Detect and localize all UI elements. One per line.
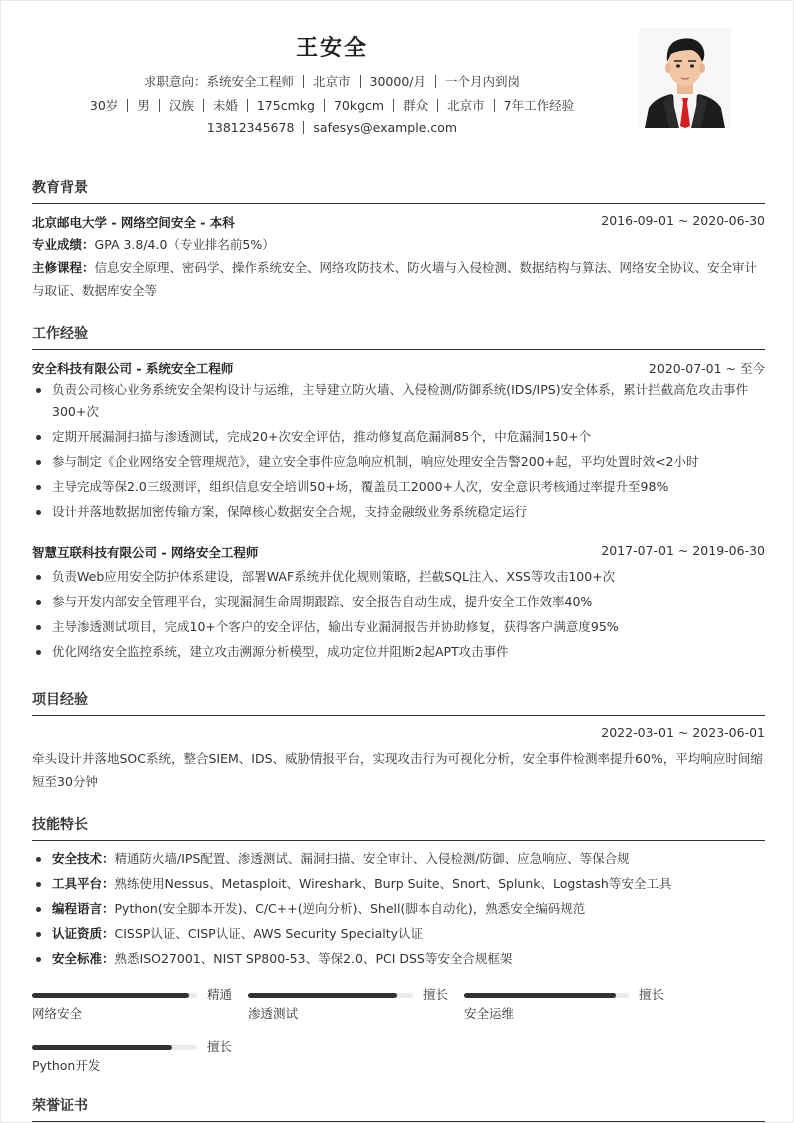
- skill-label: 认证资质：: [52, 926, 115, 941]
- skill-level: 擅长: [423, 987, 449, 1002]
- divider: [159, 99, 160, 112]
- divider: [494, 99, 495, 112]
- skill-name: 网络安全: [32, 1006, 83, 1021]
- section-title-project: 项目经验: [32, 689, 765, 716]
- progress-track: [464, 993, 629, 998]
- list-item: [32, 948, 765, 970]
- project-date: 2022-03-01 ~ 2023-06-01: [601, 725, 765, 740]
- weight: 70kgcm: [333, 98, 385, 113]
- divider: [324, 99, 325, 112]
- divider: [437, 99, 438, 112]
- expected-salary: 30000/月: [369, 74, 426, 89]
- skill-name: 安全运维: [464, 1006, 515, 1021]
- avatar-illustration-icon: [639, 28, 731, 128]
- divider: [360, 75, 361, 88]
- divider: [127, 99, 128, 112]
- divider: [303, 121, 304, 134]
- divider: [303, 75, 304, 88]
- list-item: [32, 898, 765, 920]
- progress-track: [248, 993, 413, 998]
- list-item: [32, 923, 765, 945]
- progress-track: [32, 993, 197, 998]
- gpa-line: [32, 233, 765, 256]
- skill-level: 擅长: [639, 987, 665, 1002]
- job-2-bullets: [32, 566, 765, 666]
- courses-value: 信息安全原理、密码学、操作系统安全、网络攻防技术、防火墙与入侵检测、数据结构与算法、网络安全协议、安全审计与取证、数据库安全等: [32, 260, 758, 298]
- skill-value: 熟悉ISO27001、NIST SP800-53、等保2.0、PCI DSS等安全合规框架: [114, 951, 513, 966]
- job-intent: 求职意向：系统安全工程师: [143, 74, 294, 89]
- list-item: 负责Web应用安全防护体系建设，部署WAF系统并优化规则策略，拦截SQL注入、XSS等攻击100+次: [32, 566, 765, 588]
- skill-value: 精通防火墙/IPS配置、渗透测试、漏洞扫描、安全审计、入侵检测/防御、应急响应、等保合规: [114, 851, 630, 866]
- skill-level: 擅长: [207, 1039, 233, 1054]
- job-date: 2017-07-01 ~ 2019-06-30: [601, 543, 765, 558]
- resume-header: [1, 1, 794, 151]
- education-date: 2016-09-01 ~ 2020-06-30: [601, 213, 765, 228]
- job-intent-line: [1, 72, 663, 90]
- skill-value: CISSP认证、CISP认证、AWS Security Specialty认证: [114, 926, 423, 941]
- skill-label: 安全技术：: [52, 851, 115, 866]
- education-entry: [32, 213, 765, 231]
- residence: 北京市: [447, 98, 485, 113]
- availability: 一个月内到岗: [445, 74, 521, 89]
- progress-track: [32, 1045, 197, 1050]
- gpa-label: 专业成绩：: [32, 237, 95, 252]
- section-title-education: 教育背景: [32, 177, 765, 204]
- section-title-work: 工作经验: [32, 323, 765, 350]
- skill-label: 工具平台：: [52, 876, 115, 891]
- skill-value: Python(安全脚本开发)、C/C++(逆向分析)、Shell(脚本自动化)，熟悉安全编码规范: [114, 901, 586, 916]
- age: 30岁: [89, 98, 119, 113]
- skill-name: 渗透测试: [248, 1006, 299, 1021]
- list-item: 设计并落地数据加密传输方案，保障核心数据安全合规，支持金融级业务系统稳定运行: [32, 501, 765, 523]
- progress-fill: [248, 993, 397, 998]
- project-description: 牵头设计并落地SOC系统，整合SIEM、IDS、威胁情报平台，实现攻击行为可视化分析，安全事件检测率提升60%，平均响应时间缩短至30分钟: [32, 751, 763, 789]
- skill-value: 熟练使用Nessus、Metasploit、Wireshark、Burp Suite、Snort、Splunk、Logstash等安全工具: [114, 876, 672, 891]
- avatar-photo: [639, 28, 731, 128]
- list-item: 参与开发内部安全管理平台，实现漏洞生命周期跟踪、安全报告自动生成，提升安全工作效率40%: [32, 591, 765, 613]
- height: 175cmkg: [256, 98, 315, 113]
- list-item: 优化网络安全监控系统，建立攻击溯源分析模型，成功定位并阻断2起APT攻击事件: [32, 641, 765, 663]
- divider: [203, 99, 204, 112]
- years-experience: 7年工作经验: [503, 98, 575, 113]
- school-degree: 北京邮电大学 - 网络空间安全 - 本科: [32, 215, 235, 230]
- personal-info-line: [1, 96, 663, 114]
- section-title-skills: 技能特长: [32, 814, 765, 841]
- job-heading: 智慧互联科技有限公司 - 网络安全工程师: [32, 545, 259, 560]
- skill-level: 精通: [207, 987, 233, 1002]
- phone-number[interactable]: 13812345678: [206, 120, 295, 135]
- job-heading: 安全科技有限公司 - 系统安全工程师: [32, 361, 234, 376]
- marital-status: 未婚: [212, 98, 238, 113]
- job-date: 2020-07-01 ~ 至今: [648, 361, 765, 376]
- email-address[interactable]: safesys@example.com: [313, 120, 458, 135]
- divider: [435, 75, 436, 88]
- courses-line: [32, 256, 765, 302]
- list-item: [32, 848, 765, 870]
- intent-city: 北京市: [313, 74, 351, 89]
- list-item: [32, 873, 765, 895]
- political-status: 群众: [403, 98, 429, 113]
- contact-line: [1, 120, 663, 135]
- skills-list: [32, 848, 765, 973]
- progress-fill: [32, 1045, 172, 1050]
- job-1-bullets: [32, 379, 765, 526]
- list-item: 主导渗透测试项目，完成10+个客户的安全评估，输出专业漏洞报告并协助修复，获得客户满意度95%: [32, 616, 765, 638]
- gpa-value: GPA 3.8/4.0（专业排名前5%）: [94, 237, 275, 252]
- progress-fill: [32, 993, 189, 998]
- section-title-honors: 荣誉证书: [32, 1095, 765, 1122]
- job-entry-1: [32, 359, 765, 377]
- divider: [247, 99, 248, 112]
- gender: 男: [137, 98, 150, 113]
- list-item: 负责公司核心业务系统安全架构设计与运维，主导建立防火墙、入侵检测/防御系统(IDS/IPS)安全体系，累计拦截高危攻击事件300+次: [32, 379, 765, 423]
- job-entry-2: [32, 543, 765, 561]
- candidate-name: 王安全: [295, 36, 368, 61]
- courses-label: 主修课程：: [32, 260, 95, 275]
- skill-label: 编程语言：: [52, 901, 115, 916]
- list-item: 参与制定《企业网络安全管理规范》，建立安全事件应急响应机制，响应处理安全告警200+起，平均处置时效<2小时: [32, 451, 765, 473]
- divider: [393, 99, 394, 112]
- skill-label: 安全标准：: [52, 951, 115, 966]
- progress-fill: [464, 993, 616, 998]
- list-item: 定期开展漏洞扫描与渗透测试，完成20+次安全评估，推动修复高危漏洞85个，中危漏洞150+个: [32, 426, 765, 448]
- skill-name: Python开发: [32, 1058, 101, 1073]
- list-item: 主导完成等保2.0三级测评，组织信息安全培训50+场，覆盖员工2000+人次，安全意识考核通过率提升至98%: [32, 476, 765, 498]
- ethnicity: 汉族: [168, 98, 194, 113]
